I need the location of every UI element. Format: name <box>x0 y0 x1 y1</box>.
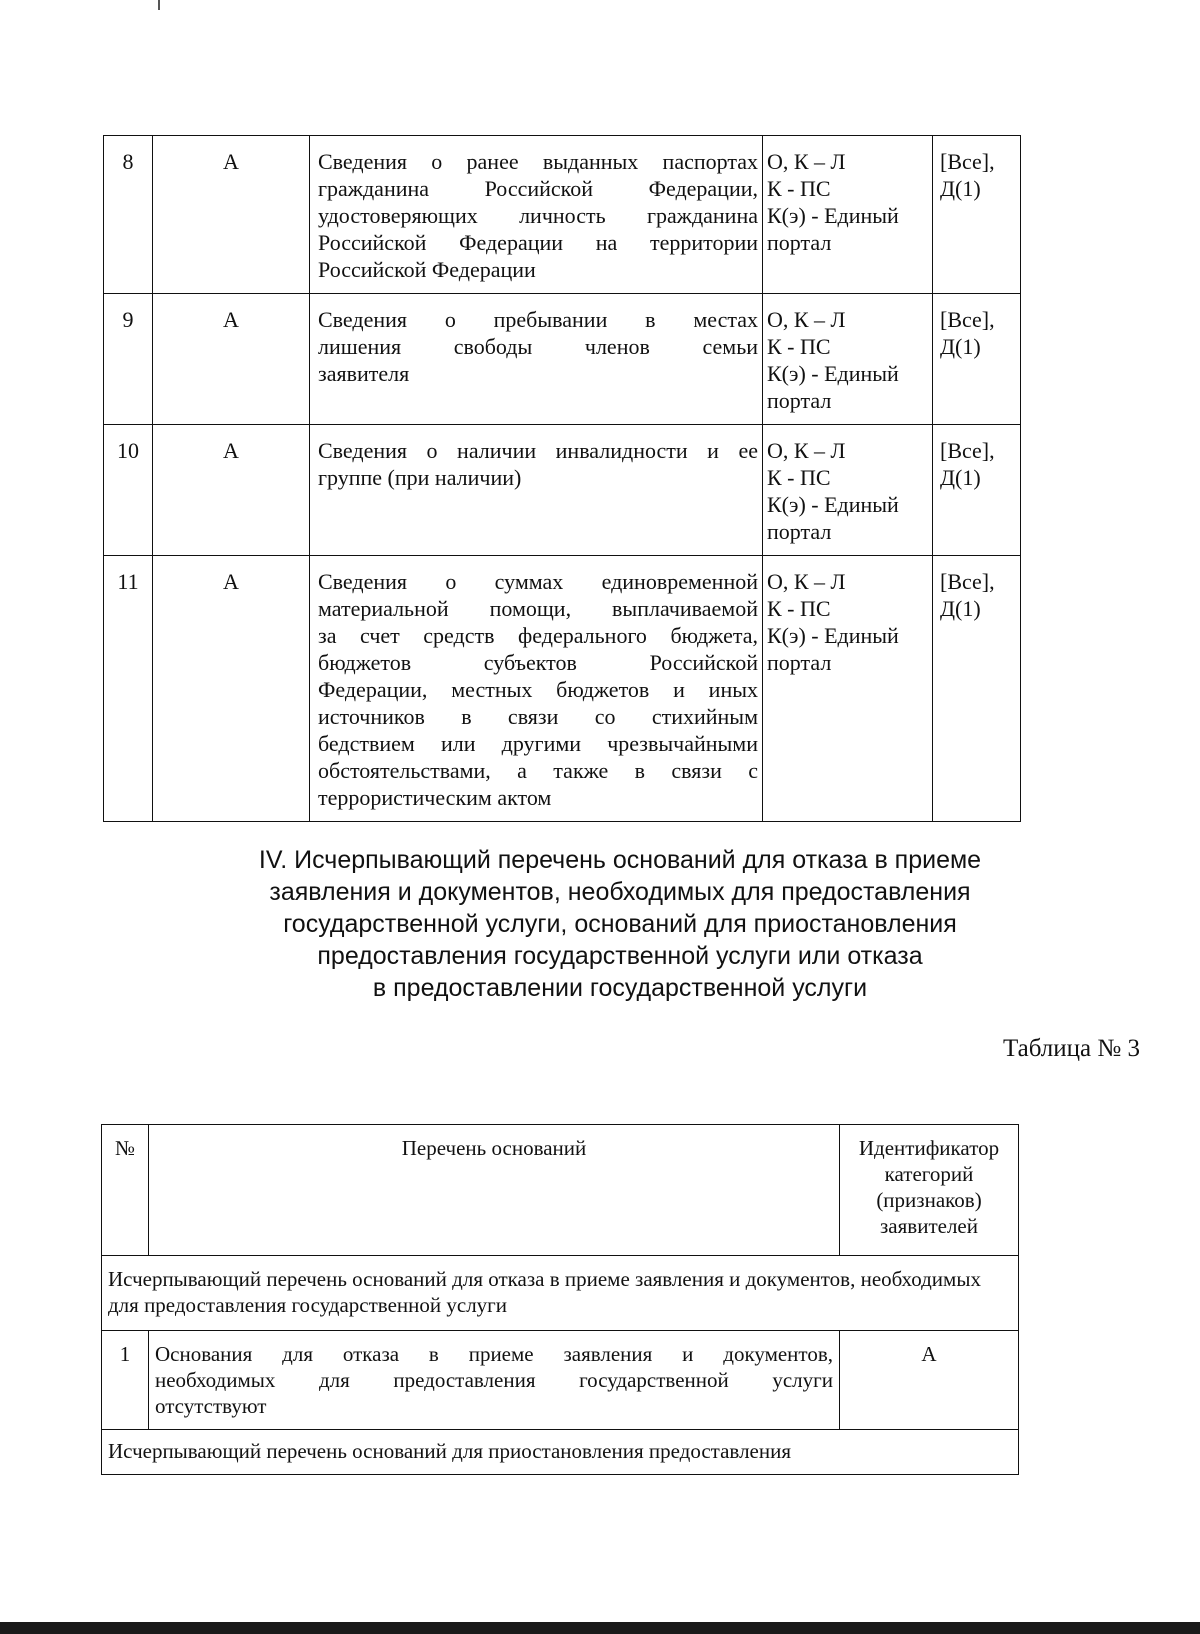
header-id-line: Идентификатор <box>858 1136 1000 1160</box>
row-submission-method <box>763 294 933 425</box>
row-category: А <box>153 294 310 425</box>
table-row <box>102 1331 1019 1430</box>
description-line: заявителя <box>318 361 410 386</box>
row-number: 11 <box>104 556 153 822</box>
table-row <box>104 294 1021 425</box>
header-id-line: (признаков) <box>876 1188 982 1212</box>
description-line: бедствием или другими чрезвычайными <box>318 731 758 756</box>
description-line: Сведения о наличии инвалидности и ее <box>318 438 758 463</box>
section-heading <box>180 844 1060 1004</box>
header-id-line: заявителей <box>880 1214 978 1238</box>
header-id-line: категорий <box>884 1162 974 1186</box>
heading-line: государственной услуги, оснований для приостановления <box>283 910 957 938</box>
submission-line: К(э) - Единый <box>767 203 899 228</box>
indicator-line: [Все], <box>940 438 995 463</box>
indicator-line: [Все], <box>940 307 995 332</box>
header-list: Перечень оснований <box>149 1125 840 1256</box>
grounds-table <box>101 1124 1019 1475</box>
submission-line: К - ПС <box>767 465 831 490</box>
row-category: А <box>153 425 310 556</box>
row-number: 8 <box>104 136 153 294</box>
description-line: удостоверяющих личность гражданина <box>318 203 758 228</box>
submission-line: К(э) - Единый <box>767 361 899 386</box>
row-number: 9 <box>104 294 153 425</box>
heading-line: заявления и документов, необходимых для предоставления <box>269 878 971 906</box>
row-submission-method <box>763 136 933 294</box>
description-line: группе (при наличии) <box>318 465 522 490</box>
documents-table <box>103 135 1021 822</box>
submission-line: портал <box>767 388 832 413</box>
section-row <box>102 1256 1019 1331</box>
description-line: Сведения о ранее выданных паспортах <box>318 149 758 174</box>
description-line: Сведения о суммах единовременной <box>318 569 758 594</box>
row-category: А <box>153 556 310 822</box>
description-line: источников в связи со стихийным <box>318 704 758 729</box>
description-line: Сведения о пребывании в местах <box>318 307 758 332</box>
submission-line: О, К – Л <box>767 149 846 174</box>
indicator-line: Д(1) <box>940 465 981 490</box>
submission-line: портал <box>767 230 832 255</box>
submission-line: О, К – Л <box>767 438 846 463</box>
row-text <box>149 1331 840 1430</box>
indicator-line: [Все], <box>940 569 995 594</box>
submission-line: О, К – Л <box>767 569 846 594</box>
row-identifier: А <box>840 1331 1019 1430</box>
submission-line: К - ПС <box>767 334 831 359</box>
heading-line: IV. Исчерпывающий перечень оснований для отказа в приеме <box>258 846 982 874</box>
row-indicator <box>933 294 1021 425</box>
row-description <box>310 136 763 294</box>
submission-line: К - ПС <box>767 176 831 201</box>
submission-line: К(э) - Единый <box>767 492 899 517</box>
header-identifier <box>840 1125 1019 1256</box>
description-line: террористическим актом <box>318 785 552 810</box>
description-line: гражданина Российской Федерации, <box>318 176 758 201</box>
description-line: за счет средств федерального бюджета, <box>318 623 758 648</box>
section-row <box>102 1430 1019 1475</box>
submission-line: К - ПС <box>767 596 831 621</box>
indicator-line: Д(1) <box>940 596 981 621</box>
submission-line: портал <box>767 650 832 675</box>
row-description <box>310 556 763 822</box>
row-indicator <box>933 136 1021 294</box>
row-indicator <box>933 556 1021 822</box>
heading-line: предоставления государственной услуги или отказа <box>317 942 923 970</box>
submission-line: К(э) - Единый <box>767 623 899 648</box>
row-indicator <box>933 425 1021 556</box>
description-line: Российской Федерации на территории <box>318 230 758 255</box>
row-text-line: отсутствуют <box>155 1394 267 1418</box>
row-submission-method <box>763 556 933 822</box>
row-submission-method <box>763 425 933 556</box>
description-line: материальной помощи, выплачиваемой <box>318 596 758 621</box>
scan-mark <box>158 0 160 10</box>
row-description <box>310 294 763 425</box>
indicator-line: Д(1) <box>940 334 981 359</box>
submission-line: О, К – Л <box>767 307 846 332</box>
section-suspension-title: Исчерпывающий перечень оснований для приостановления предоставления <box>102 1430 1019 1475</box>
row-category: А <box>153 136 310 294</box>
row-number: 10 <box>104 425 153 556</box>
indicator-line: [Все], <box>940 149 995 174</box>
row-description <box>310 425 763 556</box>
indicator-line: Д(1) <box>940 176 981 201</box>
description-line: бюджетов субъектов Российской <box>318 650 758 675</box>
row-text-line: необходимых для предоставления государственной услуги <box>155 1368 833 1392</box>
description-line: Российской Федерации <box>318 257 536 282</box>
header-row <box>102 1125 1019 1256</box>
row-num: 1 <box>102 1331 149 1430</box>
description-line: Федерации, местных бюджетов и иных <box>318 677 758 702</box>
table-row <box>104 425 1021 556</box>
heading-line: в предоставлении государственной услуги <box>372 974 868 1002</box>
row-text-line: Основания для отказа в приеме заявления и документов, <box>155 1342 833 1366</box>
description-line: обстоятельствами, а также в связи с <box>318 758 758 783</box>
section-refusal-title: Исчерпывающий перечень оснований для отказа в приеме заявления и документов, необходимых для предоставления государственной услуги <box>102 1256 1019 1331</box>
table-caption: Таблица № 3 <box>1002 1035 1140 1062</box>
header-num: № <box>102 1125 149 1256</box>
scan-bottom-edge <box>0 1622 1200 1634</box>
table-row <box>104 556 1021 822</box>
description-line: лишения свободы членов семьи <box>318 334 758 359</box>
table-row <box>104 136 1021 294</box>
submission-line: портал <box>767 519 832 544</box>
